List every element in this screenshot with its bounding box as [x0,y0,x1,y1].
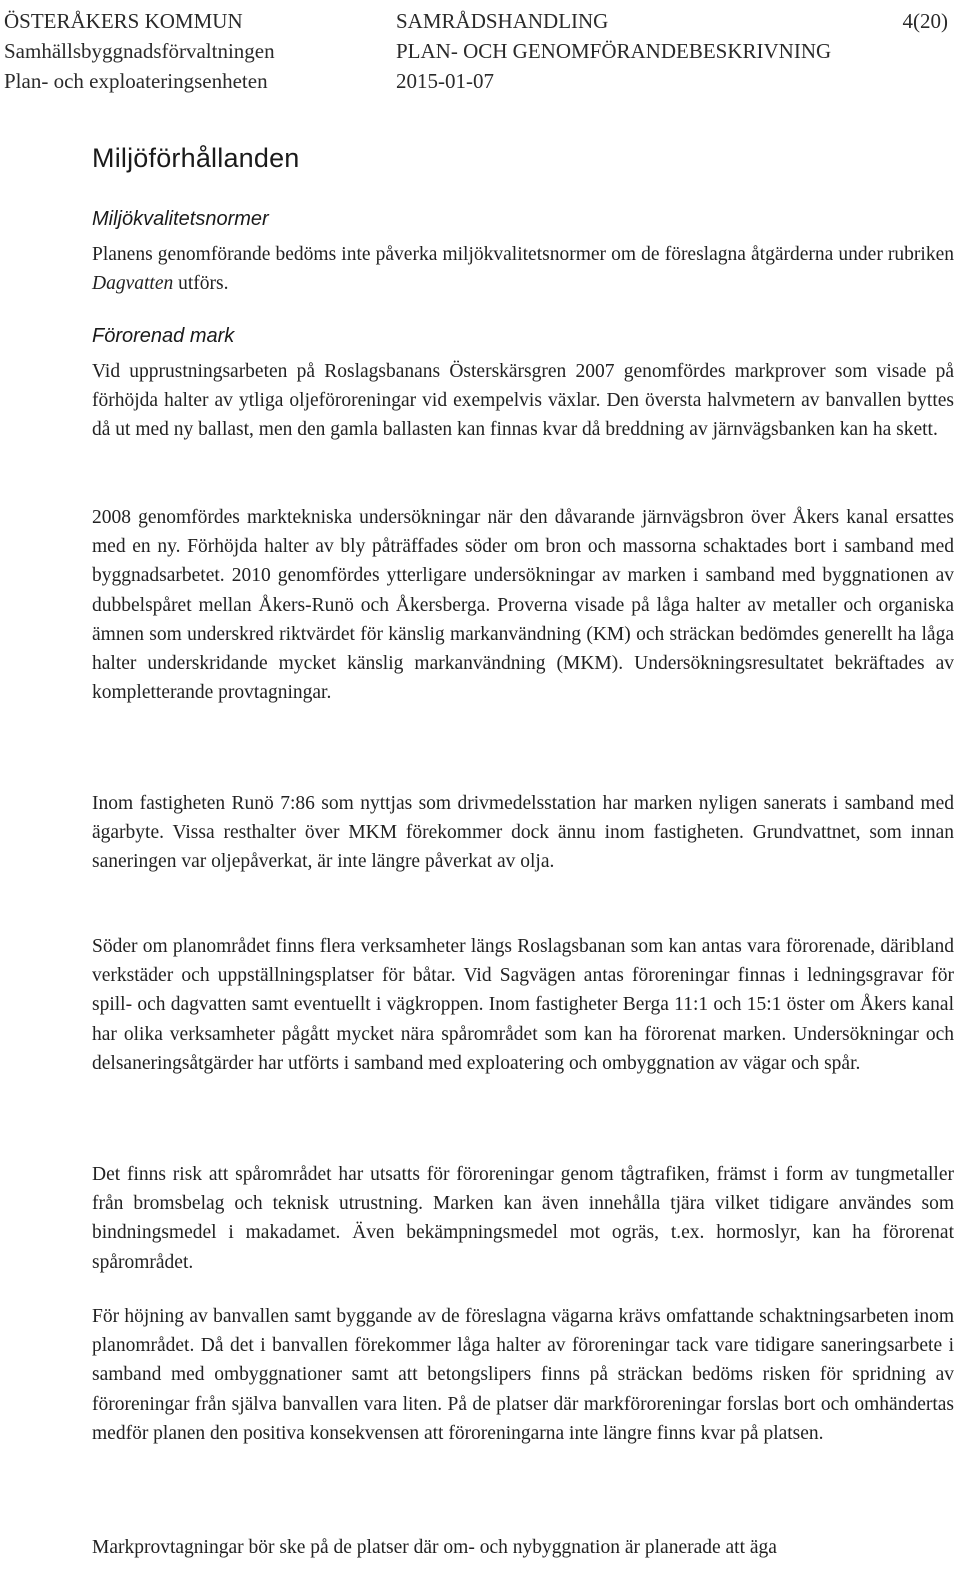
header-right [903,6,949,36]
italic-reference: Dagvatten [92,273,174,295]
paragraph: Vid upprustningsarbeten på Roslagsbanans Österskärsgren 2007 genomfördes markprover som visade på förhöjda halter av ytliga oljeföroreningar vid exempelvis växlar. Den översta halvmetern av banvallen byttes då ut med ny ballast, men den gamla ballasten kan finnas kvar då breddning av järnvägsbanken kan ha skett. [92,361,954,441]
subsection-title-fororenad-mark: Förorenad mark [92,325,235,347]
header-doc-title: PLAN- OCH GENOMFÖRANDEBESKRIVNING [396,39,832,63]
header-unit: Plan- och exploateringsenheten [4,69,268,93]
paragraph: Söder om planområdet finns flera verksamheter längs Roslagsbanan som kan antas vara förorenade, däribland verkstäder och uppställningsplatser för båtar. Vid Sagvägen antas föroreningar finnas i ledningsgravar för spill- och dagvatten samt eventuellt i vägkroppen. Inom fastigheter Berga 11:1 och 15:1 öster om Åkers kanal har olika verksamheter pågått mycket nära spårområdet som kan ha förorenat marken. Undersökningar och delsaneringsåtgärder har utförts i samband med exploatering och ombyggnation av vägar och spår. [92,936,954,1074]
paragraph: 2008 genomfördes marktekniska undersökningar när den dåvarande järnvägsbron över Åkers kanal ersattes med en ny. Förhöjda halter av bly påträffades söder om bron och massorna schaktades bort i samband med byggnadsarbetet. 2010 genomfördes ytterligare undersökningar av marken i samband med byggnationen av dubbelspåret mellan Åkers-Runö och Åkersberga. Proverna visade på låga halter av metaller och organiska ämnen som underskred riktvärdet för känslig markanvändning (KM) och sträckan bedömdes generellt ha låga halter underskridande mycket känslig markanvändning (MKM). Undersökningsresultatet bekräftades av kompletterande provtagningar. [92,507,954,704]
subsection-title-miljokvalitetsnormer: Miljökvalitetsnormer [92,208,269,230]
paragraph-text: utförs. [173,273,229,295]
paragraph: Det finns risk att spårområdet har utsatts för föroreningar genom tågtrafiken, främst i form av tungmetaller från bromsbelag och teknisk utrustning. Marken kan även innehålla tjära vilket tidigare användes som bindningsmedel i makadamet. Även bekämpningsmedel mot ogräs, t.ex. hormoslyr, kan ha förorenat spårområdet. [92,1164,954,1273]
section-title: Miljöförhållanden [92,143,300,173]
paragraph-text: Planens genomförande bedöms inte påverka miljökvalitetsnormer om de föreslagna åtgärderna under rubriken [92,244,954,265]
header-doc-type: SAMRÅDSHANDLING [396,9,609,33]
header-date: 2015-01-07 [396,69,494,93]
page-number: 4(20) [902,9,948,33]
header-middle [396,6,831,96]
paragraph: Markprovtagningar bör ske på de platser där om- och nybyggnation är planerade att äga [92,1537,777,1558]
paragraph: Inom fastigheten Runö 7:86 som nyttjas som drivmedelsstation har marken nyligen sanerats i samband med ägarbyte. Vissa resthalter över MKM förekommer dock ännu inom fastigheten. Grundvattnet, som innan saneringen var oljepåverkat, är inte längre påverkat av olja. [92,793,954,873]
paragraph-miljokvalitetsnormer [92,240,954,298]
paragraph: För höjning av banvallen samt byggande av de föreslagna vägarna krävs omfattande schaktningsarbeten inom planområdet. Då det i banvallen förekommer låga halter av föroreningar tack vare tidigare saneringsarbete i samband med ombyggnationer samt att betongslipers finns på sträckan bedöms risken för spridning av föroreningar från själva banvallen vara liten. På de platser där markföroreningar forslas bort och omhändertas medför planen den positiva konsekvensen att föroreningarna inte längre finns kvar på platsen. [92,1306,954,1444]
header-org: ÖSTERÅKERS KOMMUN [4,9,243,33]
header-dept: Samhällsbyggnadsförvaltningen [4,39,275,63]
header-left [4,6,275,96]
